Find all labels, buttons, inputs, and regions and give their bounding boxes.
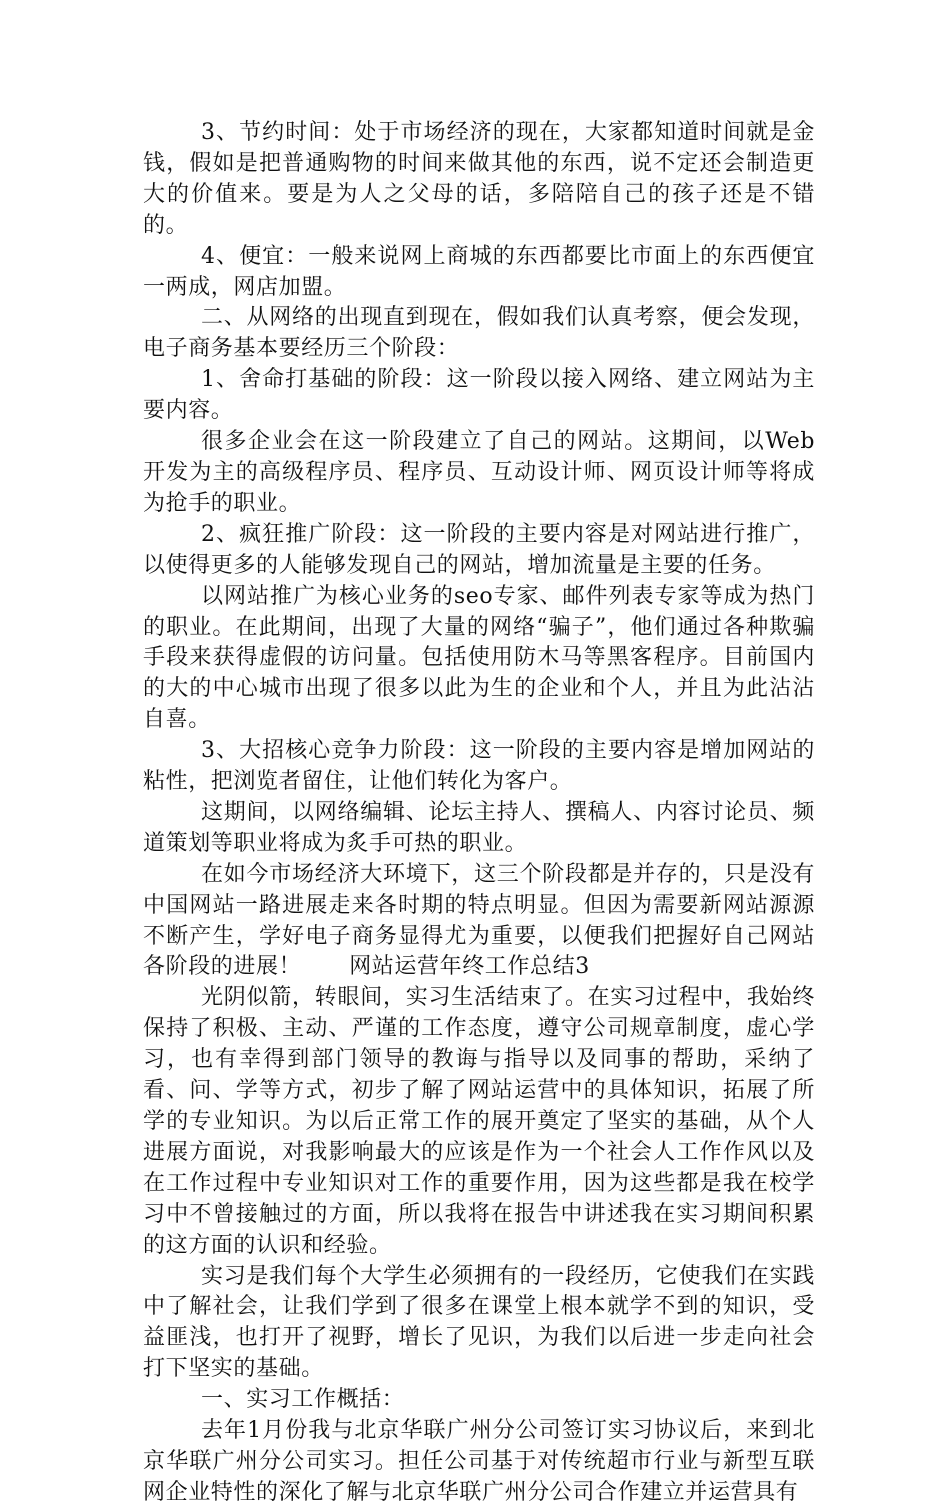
paragraph-stage-two-detail: 以网站推广为核心业务的seo专家、邮件列表专家等成为热门的职业。在此期间，出现了大量的网络“骗子”，他们通过各种欺骗手段来获得虚假的访问量。包括使用防木马等黑客程序。目前国内的大的中心城市出现了很多以此为生的企业和个人，并且为此沾沾自喜。 — [143, 583, 815, 733]
paragraph-cheap: 4、便宜：一般来说网上商城的东西都要比市面上的东西便宜一两成，网店加盟。 — [143, 243, 815, 300]
paragraph-internship-value: 实习是我们每个大学生必须拥有的一段经历，它使我们在实践中了解社会，让我们学到了很多在课堂上根本就学不到的知识，受益匪浅，也打开了视野，增长了见识，为我们以后进一步走向社会打下坚实的基础。 — [143, 1263, 815, 1382]
paragraph-stage-one: 1、舍命打基础的阶段：这一阶段以接入网络、建立网站为主要内容。 — [143, 367, 815, 424]
paragraph-overview-heading: 一、实习工作概括： — [201, 1387, 405, 1413]
paragraph-stage-two: 2、疯狂推广阶段：这一阶段的主要内容是对网站进行推广，以使得更多的人能够发现自己的网站，增加流量是主要的任务。 — [143, 521, 815, 578]
paragraph-save-time: 3、节约时间：处于市场经济的现在，大家都知道时间就是金钱，假如是把普通购物的时间来做其他的东西，说不定还会制造更大的价值来。要是为人之父母的话，多陪陪自己的孩子还是不错的。 — [143, 120, 815, 238]
section-heading: 网站运营年终工作总结3 — [349, 954, 590, 980]
paragraph-stage-three: 3、大招核心竞争力阶段：这一阶段的主要内容是增加网站的粘性，把浏览者留住，让他们转化为客户。 — [143, 738, 815, 795]
document-body — [143, 118, 815, 1509]
paragraph-three-stages-intro: 二、从网络的出现直到现在，假如我们认真考察，便会发现，电子商务基本要经历三个阶段： — [143, 305, 815, 362]
paragraph-stage-three-detail: 这期间，以网络编辑、论坛主持人、撰稿人、内容讨论员、频道策划等职业将成为炙手可热的职业。 — [143, 799, 815, 856]
paragraph-summary-with-heading — [143, 860, 815, 984]
paragraph-internship-reflection: 光阴似箭，转眼间，实习生活结束了。在实习过程中，我始终保持了积极、主动、严谨的工作态度，遵守公司规章制度，虚心学习，也有幸得到部门领导的教诲与指导以及同事的帮助，采纳了看、问、学等方式，初步了解了网站运营中的具体知识，拓展了所学的专业知识。为以后正常工作的展开奠定了坚实的基础，从个人进展方面说，对我影响最大的应该是作为一个社会人工作作风以及在工作过程中专业知识对工作的重要作用，因为这些都是我在校学习中不曾接触过的方面，所以我将在报告中讲述我在实习期间积累的这方面的认识和经验。 — [143, 985, 815, 1258]
paragraph-internship-details: 去年1月份我与北京华联广州分公司签订实习协议后，来到北京华联广州分公司实习。担任公司基于对传统超市行业与新型互联网企业特性的深化了解与北京华联广州分公司合作建立并运营具有 — [143, 1418, 815, 1505]
paragraph-stage-one-detail: 很多企业会在这一阶段建立了自己的网站。这期间，以Web开发为主的高级程序员、程序员、互动设计师、网页设计师等将成为抢手的职业。 — [143, 429, 815, 516]
paragraph-summary-text: 在如今市场经济大环境下，这三个阶段都是并存的，只是没有中国网站一路进展走来各时期的特点明显。但因为需要新网站源源不断产生，学好电子商务显得尤为重要，以便我们把握好自己网站各阶段的进展！ — [143, 861, 815, 980]
